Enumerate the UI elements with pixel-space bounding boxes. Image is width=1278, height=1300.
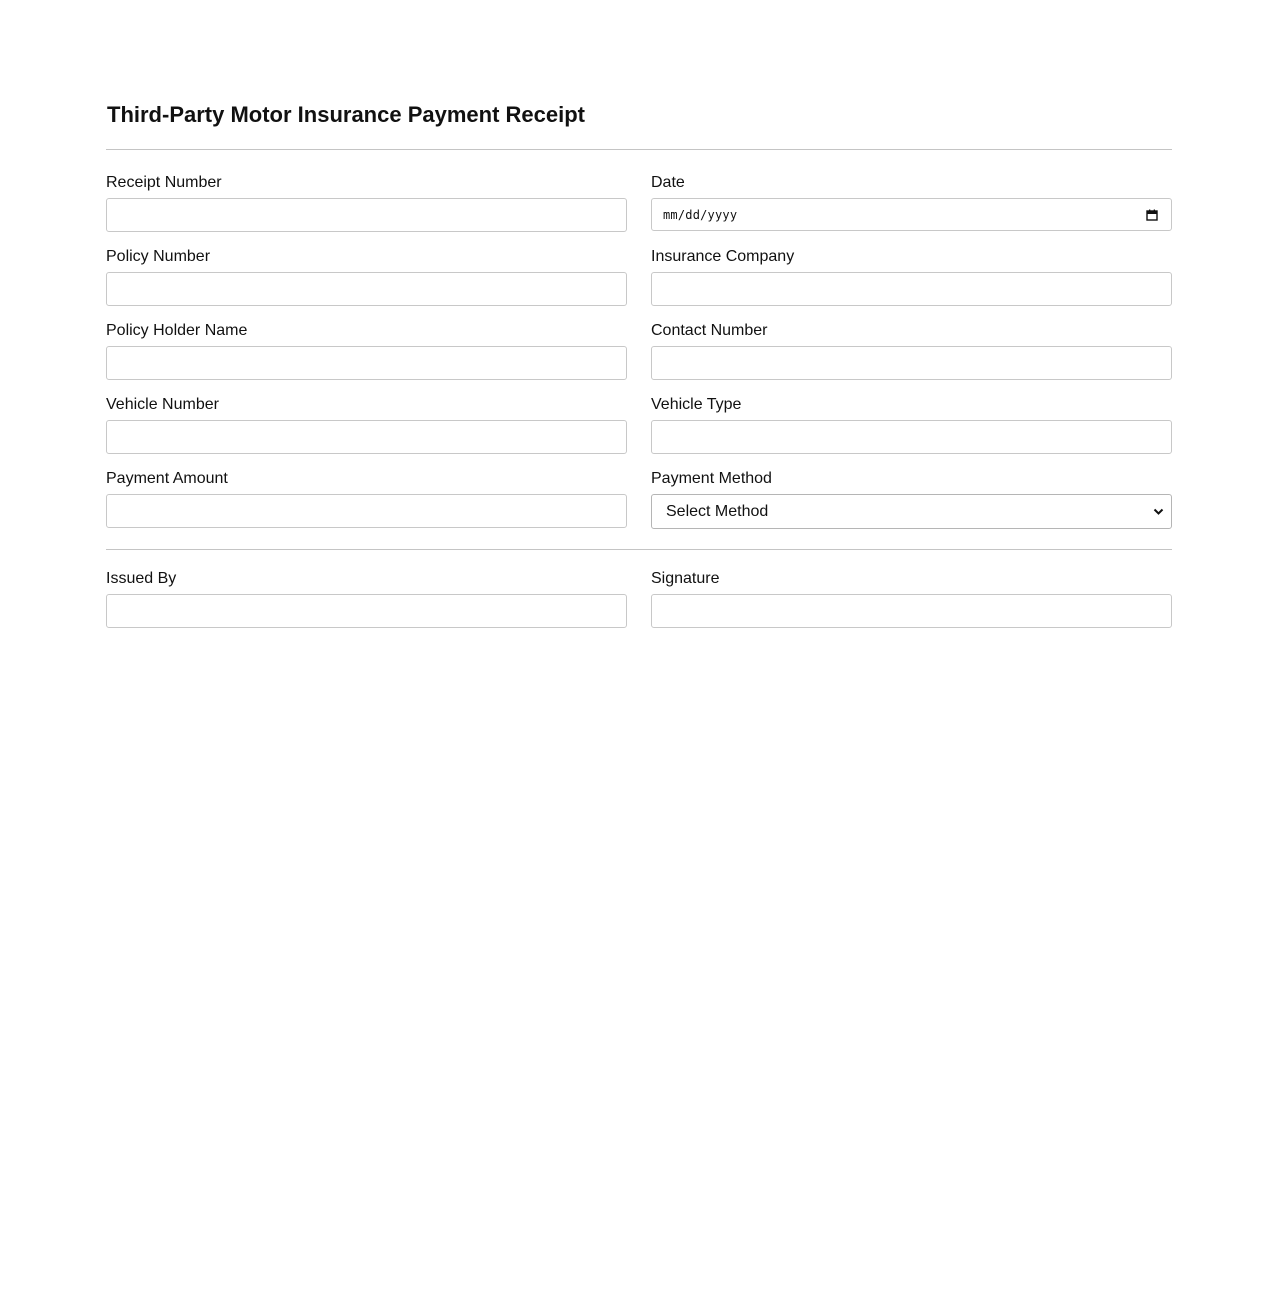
policy-holder-name-input[interactable] — [106, 346, 627, 380]
date-input[interactable] — [651, 198, 1172, 231]
policy-number-label: Policy Number — [106, 248, 211, 265]
insurance-company-input[interactable] — [651, 272, 1172, 306]
vehicle-number-input[interactable] — [106, 420, 627, 454]
policy-holder-name-label: Policy Holder Name — [106, 322, 248, 339]
vehicle-number-label: Vehicle Number — [106, 396, 219, 413]
date-placeholder: mm/dd/yyyy — [663, 208, 738, 222]
contact-number-label: Contact Number — [651, 322, 768, 339]
insurance-company-label: Insurance Company — [651, 248, 795, 265]
signature-input[interactable] — [651, 594, 1172, 628]
receipt-number-label: Receipt Number — [106, 174, 222, 191]
vehicle-type-label: Vehicle Type — [651, 396, 742, 413]
issued-by-label: Issued By — [106, 570, 177, 587]
payment-method-select[interactable] — [651, 494, 1172, 529]
calendar-icon[interactable] — [1146, 209, 1158, 221]
payment-method-label: Payment Method — [651, 470, 772, 487]
page-title: Third-Party Motor Insurance Payment Receipt — [107, 102, 585, 127]
chevron-down-icon — [1153, 507, 1164, 516]
vehicle-type-input[interactable] — [651, 420, 1172, 454]
signature-label: Signature — [651, 570, 720, 587]
contact-number-input[interactable] — [651, 346, 1172, 380]
section-divider — [106, 549, 1172, 550]
policy-number-input[interactable] — [106, 272, 627, 306]
header-divider — [106, 149, 1172, 150]
receipt-number-input[interactable] — [106, 198, 627, 232]
payment-method-selected: Select Method — [666, 503, 769, 520]
date-label: Date — [651, 174, 685, 191]
payment-amount-input[interactable] — [106, 494, 627, 528]
issued-by-input[interactable] — [106, 594, 627, 628]
payment-amount-label: Payment Amount — [106, 470, 228, 487]
